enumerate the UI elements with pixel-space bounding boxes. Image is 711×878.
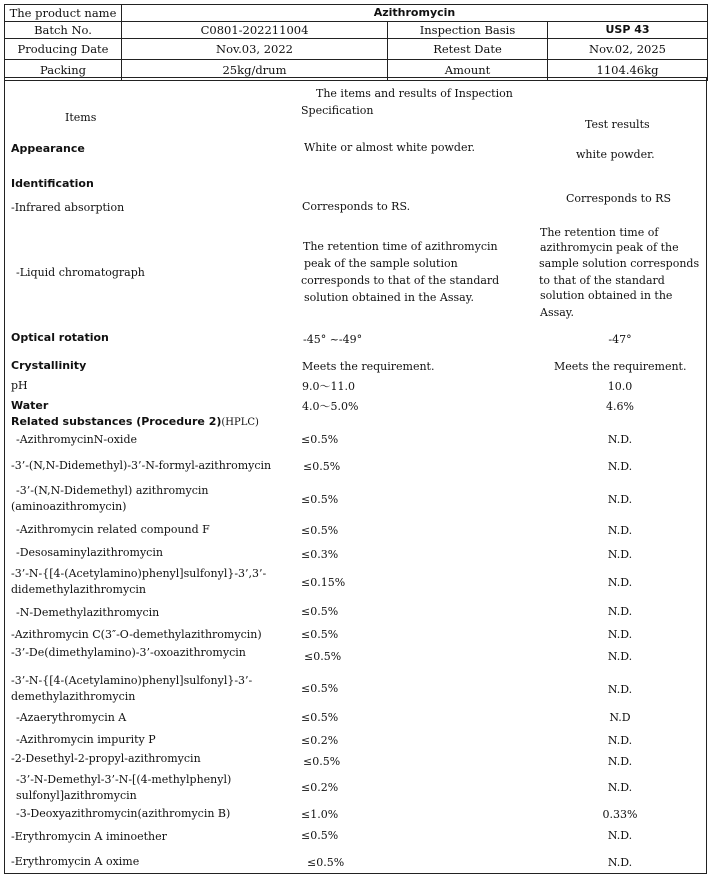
related-item-15: -3-Deoxyazithromycin(azithromycin B) [16,807,231,820]
batch-label: Batch No. [5,22,122,39]
related-item-2: -3’-(N,N-Didemethyl)-3’-N-formyl-azithromycin [11,459,272,472]
lc-spec-line-3: corresponds to that of the standard [301,274,500,287]
related-substances-title: Related substances (Procedure 2) [11,415,222,428]
packing-label: Packing [5,60,122,81]
related-item-12: -Azithromycin impurity P [16,733,156,746]
related-result-8: N.D. [607,628,633,641]
retest-date-label: Retest Date [388,39,548,60]
related-item-1: -AzithromycinN-oxide [16,433,138,446]
related-result-3: N.D. [607,493,633,506]
related-item-11: -Azaerythromycin A [16,711,127,724]
packing-value: 25kg/drum [122,60,388,81]
related-spec-15: ≤1.0% [301,808,339,821]
related-spec-2: ≤0.5% [303,460,341,473]
related-result-15: 0.33% [602,808,638,821]
related-spec-3: ≤0.5% [301,493,339,506]
related-item-10-line-1: -3’-N-{[4-(Acetylamino)phenyl]sulfonyl}-3’- [11,674,253,687]
crystallinity-item: Crystallinity [11,359,87,372]
related-spec-13: ≤0.5% [303,755,341,768]
related-substances-method: (HPLC) [221,417,259,428]
related-substances-heading [11,414,259,431]
related-item-7: -N-Demethylazithromycin [16,606,160,619]
lc-spec-line-2: peak of the sample solution [304,257,458,270]
appearance-result: white powder. [576,148,655,161]
lc-result-line-1: The retention time of [540,226,659,239]
related-item-14-line-2: sulfonyl]azithromycin [16,789,137,802]
related-spec-6: ≤0.15% [301,576,346,589]
related-item-14-line-1: -3’-N-Demethyl-3’-N-[(4-methylphenyl) [16,773,232,786]
lc-spec-line-4: solution obtained in the Assay. [304,291,474,304]
ir-spec: Corresponds to RS. [302,200,411,213]
related-result-14: N.D. [607,781,633,794]
ph-result: 10.0 [607,380,633,393]
spec-column-heading-line2: Specification [301,104,374,117]
identification-item: Identification [11,177,94,190]
related-spec-17: ≤0.5% [307,856,345,869]
ph-spec: 9.0～11.0 [302,380,355,393]
related-result-16: N.D. [607,829,633,842]
related-item-3-line-2: (aminoazithromycin) [11,500,127,513]
lc-result-line-2: azithromycin peak of the [540,241,679,254]
related-item-6-line-1: -3’-N-{[4-(Acetylamino)phenyl]sulfonyl}-3’,3’- [11,567,267,580]
water-item: Water [11,399,49,412]
related-spec-4: ≤0.5% [301,524,339,537]
related-item-17: -Erythromycin A oxime [11,855,140,868]
related-spec-1: ≤0.5% [301,433,339,446]
producing-date-label: Producing Date [5,39,122,60]
related-result-10: N.D. [607,683,633,696]
appearance-spec: White or almost white powder. [304,141,476,154]
product-name-label: The product name [5,5,122,22]
inspection-basis-value: USP 43 [548,22,708,39]
related-result-4: N.D. [607,524,633,537]
related-result-12: N.D. [607,734,633,747]
related-result-17: N.D. [607,856,633,869]
inspection-results [4,77,707,874]
lc-spec-line-1: The retention time of azithromycin [303,240,498,253]
related-result-6: N.D. [607,576,633,589]
related-item-5: -Desosaminylazithromycin [16,546,163,559]
ir-item: -Infrared absorption [11,201,125,214]
items-column-heading: Items [65,111,97,124]
lc-result-line-3: sample solution corresponds [539,257,700,270]
header-table [4,4,708,81]
related-item-13: -2-Desethyl-2-propyl-azithromycin [11,752,201,765]
related-item-10-line-2: demethylazithromycin [11,690,136,703]
related-spec-9: ≤0.5% [304,650,342,663]
related-result-11: N.D [609,711,631,724]
related-item-8: -Azithromycin C(3″-O-demethylazithromycin) [11,628,262,641]
related-spec-14: ≤0.2% [301,781,339,794]
lc-result-line-6: Assay. [540,306,575,319]
related-result-1: N.D. [607,433,633,446]
optical-rotation-spec: -45° ~-49° [303,333,363,346]
optical-rotation-item: Optical rotation [11,331,109,344]
related-spec-11: ≤0.5% [301,711,339,724]
related-spec-5: ≤0.3% [301,548,339,561]
related-result-9: N.D. [607,650,633,663]
water-result: 4.6% [606,400,634,413]
related-result-2: N.D. [607,460,633,473]
ph-item: pH [11,379,28,392]
related-spec-10: ≤0.5% [301,682,339,695]
crystallinity-result: Meets the requirement. [554,360,687,373]
ir-result: Corresponds to RS [566,192,671,205]
related-item-16: -Erythromycin A iminoether [11,830,167,843]
related-item-4: -Azithromycin related compound F [16,523,210,536]
amount-label: Amount [388,60,548,81]
related-result-13: N.D. [607,755,633,768]
lc-item: -Liquid chromatograph [16,266,145,279]
product-name-value: Azithromycin [122,5,708,22]
retest-date-value: Nov.02, 2025 [548,39,708,60]
related-item-3-line-1: -3’-(N,N-Didemethyl) azithromycin [16,484,209,497]
related-spec-16: ≤0.5% [301,829,339,842]
related-result-5: N.D. [607,548,633,561]
amount-value: 1104.46kg [548,60,708,81]
spec-column-heading: The items and results of Inspection [316,87,513,100]
lc-result-line-4: to that of the standard [539,274,665,287]
appearance-item: Appearance [11,142,85,155]
producing-date-value: Nov.03, 2022 [122,39,388,60]
related-item-6-line-2: didemethylazithromycin [11,583,146,596]
related-item-9: -3’-De(dimethylamino)-3’-oxoazithromycin [11,646,246,659]
water-spec: 4.0～5.0% [302,400,359,413]
related-spec-7: ≤0.5% [301,605,339,618]
results-column-heading: Test results [585,118,650,131]
related-spec-8: ≤0.5% [301,628,339,641]
related-spec-12: ≤0.2% [301,734,339,747]
batch-value: C0801-202211004 [122,22,388,39]
inspection-basis-label: Inspection Basis [388,22,548,39]
lc-result-line-5: solution obtained in the [540,289,673,302]
crystallinity-spec: Meets the requirement. [302,360,435,373]
optical-rotation-result: -47° [608,333,632,346]
related-result-7: N.D. [607,605,633,618]
certificate-of-analysis [4,4,707,874]
